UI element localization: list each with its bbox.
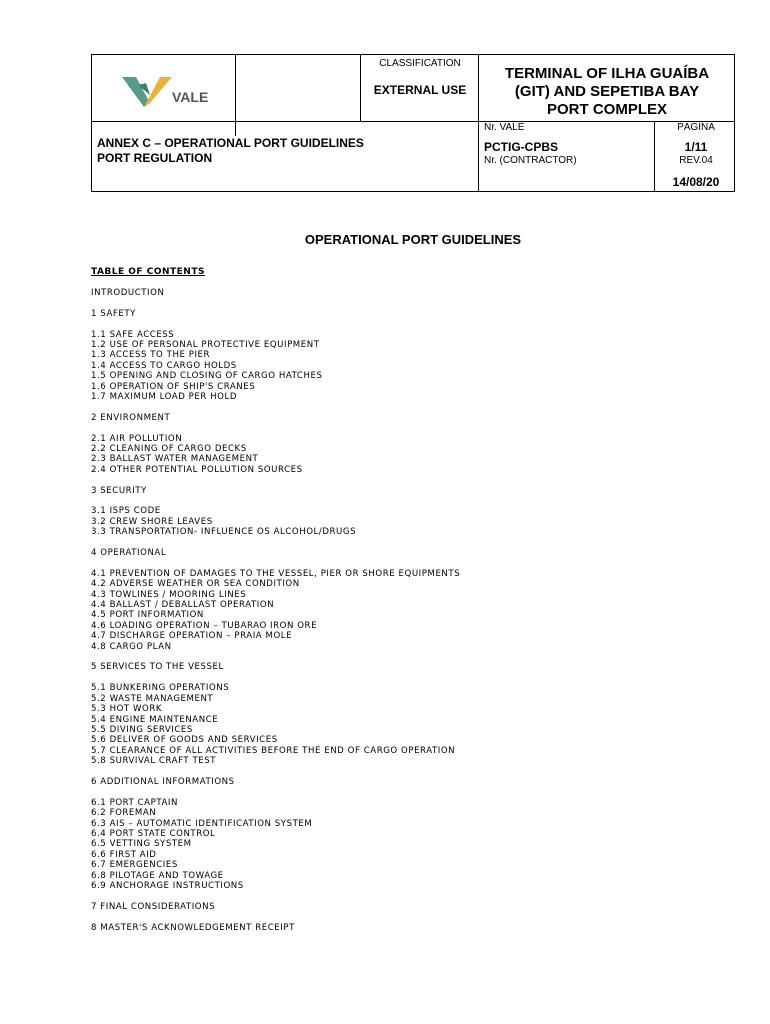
toc-item: 6.8 PILOTAGE AND TOWAGE xyxy=(91,870,224,881)
toc-item-group xyxy=(91,506,460,537)
toc-section xyxy=(91,662,460,766)
toc-item: 3.1 ISPS CODE xyxy=(91,506,161,517)
toc-item: 5.6 DELIVER OF GOODS AND SERVICES xyxy=(91,735,278,746)
toc-item: 4.7 DISCHARGE OPERATION – PRAIA MOLE xyxy=(91,631,293,642)
terminal-title-line: PORT COMPLEX xyxy=(546,101,667,118)
toc-item: 6.3 AIS – AUTOMATIC IDENTIFICATION SYSTEM xyxy=(91,818,313,829)
toc-item: 6.5 VETTING SYSTEM xyxy=(91,839,192,850)
toc-item: 6.1 PORT CAPTAIN xyxy=(91,797,178,808)
table-of-contents xyxy=(91,288,460,943)
toc-item: 4.2 ADVERSE WEATHER OR SEA CONDITION xyxy=(91,579,300,590)
toc-item: 2.4 OTHER POTENTIAL POLLUTION SOURCES xyxy=(91,464,303,475)
document-title: OPERATIONAL PORT GUIDELINES xyxy=(304,232,522,247)
toc-item: 1.2 USE OF PERSONAL PROTECTIVE EQUIPMENT xyxy=(91,340,320,350)
toc-item: 3.2 CREW SHORE LEAVES xyxy=(91,516,213,527)
toc-section-title: 6 ADDITIONAL INFORMATIONS xyxy=(91,776,235,787)
toc-item-group xyxy=(91,434,460,476)
toc-item: 5.4 ENGINE MAINTENANCE xyxy=(91,714,219,725)
toc-item: 4.1 PREVENTION OF DAMAGES TO THE VESSEL, PIER OR SHORE EQUIPMENTS xyxy=(91,568,461,579)
annex-title xyxy=(97,136,364,166)
toc-item-group xyxy=(91,569,460,652)
toc-section xyxy=(91,923,460,933)
document-date: 14/08/20 xyxy=(672,175,720,189)
toc-section-title: 4 OPERATIONAL xyxy=(91,548,167,559)
pagina-label: PÁGINA xyxy=(677,122,715,133)
toc-item: 3.3 TRANSPORTATION- INFLUENCE OS ALCOHOL/DRUGS xyxy=(91,527,357,538)
logo-text: VALE xyxy=(172,89,209,105)
toc-section xyxy=(91,288,460,298)
toc-item: 1.5 OPENING AND CLOSING OF CARGO HATCHES xyxy=(91,371,323,382)
toc-section xyxy=(91,777,460,891)
terminal-title-line: TERMINAL OF ILHA GUAÍBA xyxy=(504,65,710,82)
toc-item: 4.5 PORT INFORMATION xyxy=(91,610,204,621)
toc-heading: TABLE OF CONTENTS xyxy=(91,267,205,277)
toc-item: 6.6 FIRST AID xyxy=(91,849,157,860)
toc-item: 4.8 CARGO PLAN xyxy=(91,641,172,652)
toc-item: 6.4 PORT STATE CONTROL xyxy=(91,828,216,839)
toc-item: 4.6 LOADING OPERATION – TUBARAO IRON ORE xyxy=(91,620,318,631)
toc-item: 5.7 CLEARANCE OF ALL ACTIVITIES BEFORE THE END OF CARGO OPERATION xyxy=(91,745,456,756)
vale-logo xyxy=(120,69,230,113)
classification-value: EXTERNAL USE xyxy=(373,83,467,97)
toc-item: 1.1 SAFE ACCESS xyxy=(91,329,175,340)
toc-section xyxy=(91,309,460,403)
toc-section xyxy=(91,902,460,912)
toc-item: 5.3 HOT WORK xyxy=(91,704,163,715)
terminal-title-line: (GIT) AND SEPETIBA BAY xyxy=(514,83,700,100)
toc-item: 6.7 EMERGENCIES xyxy=(91,860,178,871)
page-number: 1/11 xyxy=(684,140,708,154)
toc-item: 1.4 ACCESS TO CARGO HOLDS xyxy=(91,360,237,371)
toc-item: 5.2 WASTE MANAGEMENT xyxy=(91,693,214,704)
toc-section-title: 1 SAFETY xyxy=(91,308,136,319)
toc-item: 1.6 OPERATION OF SHIP'S CRANES xyxy=(91,381,256,392)
toc-section-title: 5 SERVICES TO THE VESSEL xyxy=(91,662,224,673)
revision: REV.04 xyxy=(679,155,713,166)
toc-section-title: INTRODUCTION xyxy=(91,288,165,298)
annex-line: ANNEX C – OPERATIONAL PORT GUIDELINES xyxy=(97,136,364,150)
toc-item: 2.2 CLEANING OF CARGO DECKS xyxy=(91,444,247,455)
toc-section xyxy=(91,548,460,652)
toc-item: 4.3 TOWLINES / MOORING LINES xyxy=(91,589,247,600)
toc-item: 2.3 BALLAST WATER MANAGEMENT xyxy=(91,454,259,465)
classification-label: CLASSIFICATION xyxy=(379,58,461,69)
toc-section-title: 2 ENVIRONMENT xyxy=(91,412,171,423)
toc-item: 1.3 ACCESS TO THE PIER xyxy=(91,350,211,361)
nr-contractor-label: Nr. (CONTRACTOR) xyxy=(484,155,577,166)
toc-item: 5.8 SURVIVAL CRAFT TEST xyxy=(91,756,217,767)
toc-item: 5.1 BUNKERING OPERATIONS xyxy=(91,683,230,694)
toc-item: 6.2 FOREMAN xyxy=(91,808,157,819)
toc-item-group xyxy=(91,683,460,766)
toc-item: 5.5 DIVING SERVICES xyxy=(91,724,193,735)
toc-item-group xyxy=(91,330,460,403)
toc-item-group xyxy=(91,798,460,892)
annex-line: PORT REGULATION xyxy=(97,151,213,165)
toc-section-title: 8 MASTER'S ACKNOWLEDGEMENT RECEIPT xyxy=(91,922,295,933)
toc-section-title: 3 SECURITY xyxy=(91,485,147,496)
toc-item: 4.4 BALLAST / DEBALLAST OPERATION xyxy=(91,600,275,611)
toc-section-title: 7 FINAL CONSIDERATIONS xyxy=(91,901,216,912)
toc-item: 2.1 AIR POLLUTION xyxy=(91,433,183,444)
toc-item: 1.7 MAXIMUM LOAD PER HOLD xyxy=(91,392,237,403)
document-code: PCTIG-CPBS xyxy=(484,140,559,154)
terminal-title xyxy=(480,65,734,119)
toc-section xyxy=(91,486,460,538)
nr-vale-label: Nr. VALE xyxy=(484,122,525,133)
toc-section xyxy=(91,413,460,475)
logo-left-wing-icon xyxy=(122,77,150,107)
document-header xyxy=(91,54,735,192)
toc-item: 6.9 ANCHORAGE INSTRUCTIONS xyxy=(91,880,244,891)
